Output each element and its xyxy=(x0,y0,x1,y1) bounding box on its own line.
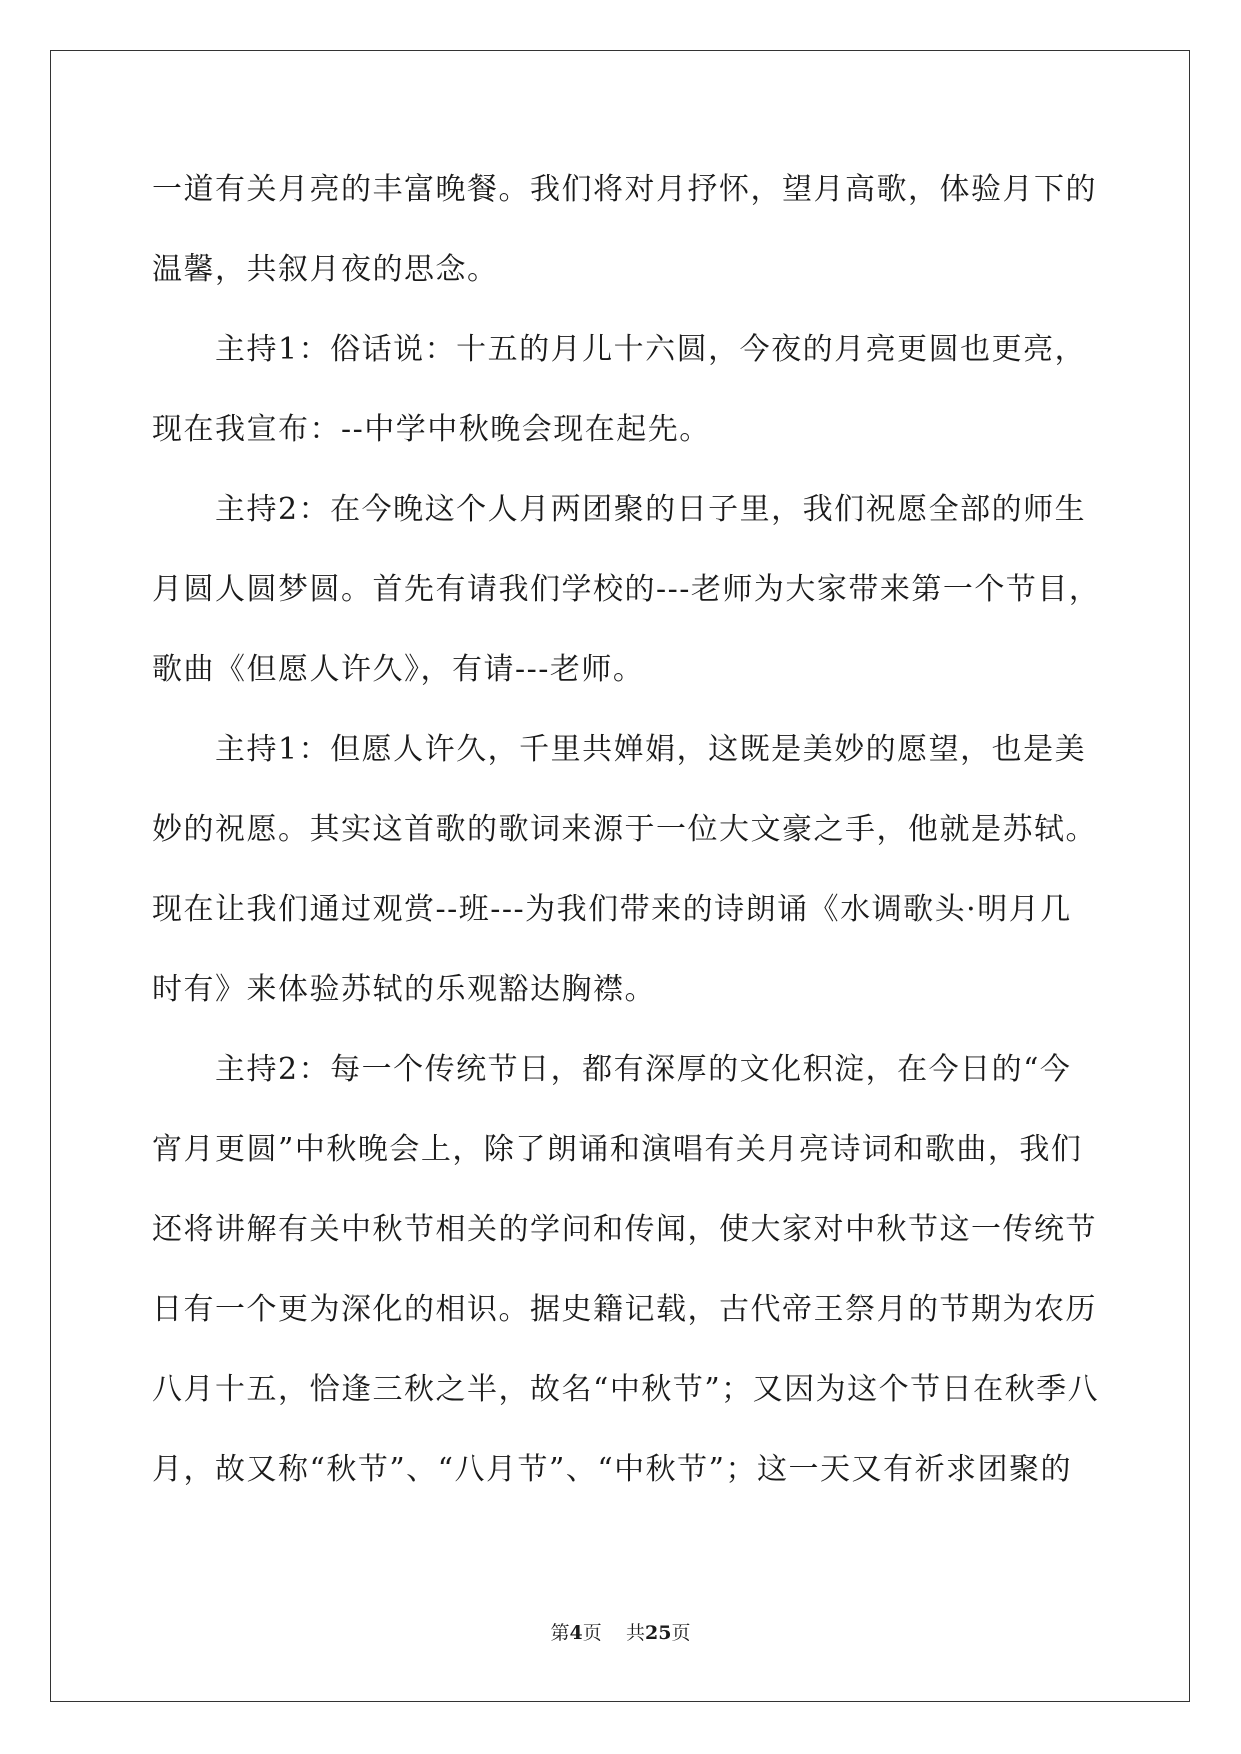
total-label-prefix: 共 xyxy=(625,1622,645,1644)
paragraph-line: 八月十五，恰逢三秋之半，故名“中秋节”；又因为这个节日在秋季八 xyxy=(152,1372,1100,1407)
page-number: 4 xyxy=(569,1622,583,1644)
paragraph-line: 主持2：每一个传统节日，都有深厚的文化积淀，在今日的“今 xyxy=(152,1052,1072,1087)
page-label-prefix: 第 xyxy=(550,1622,570,1644)
paragraph-line: 主持1：但愿人许久，千里共婵娟，这既是美妙的愿望，也是美 xyxy=(152,732,1087,767)
paragraph-line: 月圆人圆梦圆。首先有请我们学校的---老师为大家带来第一个节目， xyxy=(152,572,1101,607)
paragraph-line: 宵月更圆”中秋晚会上，除了朗诵和演唱有关月亮诗词和歌曲，我们 xyxy=(152,1132,1083,1167)
page-footer xyxy=(0,1621,1241,1645)
total-pages: 25 xyxy=(644,1622,672,1644)
page-label-suffix: 页 xyxy=(582,1622,602,1644)
paragraph-line: 日有一个更为深化的相识。据史籍记载，古代帝王祭月的节期为农历 xyxy=(152,1292,1097,1327)
paragraph-line: 还将讲解有关中秋节相关的学问和传闻，使大家对中秋节这一传统节 xyxy=(152,1212,1097,1247)
paragraph-line: 歌曲《但愿人许久》，有请---老师。 xyxy=(152,652,645,687)
paragraph-line: 现在我宣布：--中学中秋晚会现在起先。 xyxy=(152,412,711,447)
paragraph-line: 时有》来体验苏轼的乐观豁达胸襟。 xyxy=(152,972,656,1007)
paragraph-line: 主持1：俗话说：十五的月儿十六圆，今夜的月亮更圆也更亮， xyxy=(152,332,1087,367)
paragraph-line: 温馨，共叙月夜的思念。 xyxy=(152,252,499,287)
paragraph-line: 妙的祝愿。其实这首歌的歌词来源于一位大文豪之手，他就是苏轼。 xyxy=(152,812,1097,847)
total-label-suffix: 页 xyxy=(671,1622,691,1644)
paragraph-line: 一道有关月亮的丰富晚餐。我们将对月抒怀，望月高歌，体验月下的 xyxy=(152,172,1097,207)
paragraph-line: 月，故又称“秋节”、“八月节”、“中秋节”；这一天又有祈求团聚的 xyxy=(152,1452,1073,1487)
paragraph-line: 现在让我们通过观赏--班---为我们带来的诗朗诵《水调歌头·明月几 xyxy=(152,892,1072,927)
paragraph-line: 主持2：在今晚这个人月两团聚的日子里，我们祝愿全部的师生 xyxy=(152,492,1087,527)
